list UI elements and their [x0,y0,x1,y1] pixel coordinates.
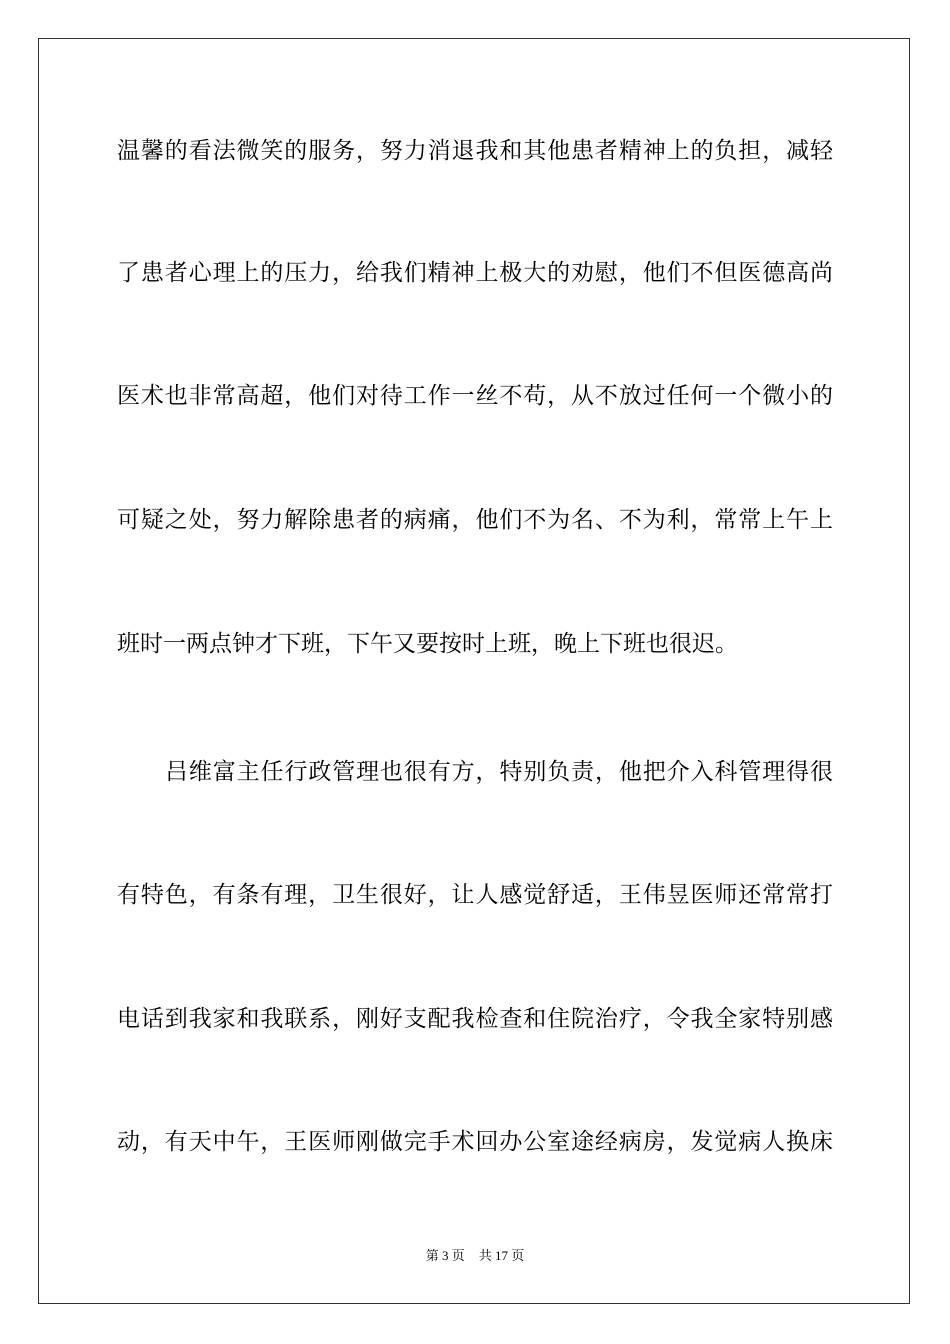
text-line: 班时一两点钟才下班，下午又要按时上班，晚上下班也很迟。 [117,631,738,657]
text-line: 可疑之处，努力解除患者的病痛，他们不为名、不为利，常常上午上 [117,507,833,533]
page-number: 第 3 页 [425,1248,465,1263]
text-line: 有特色，有条有理，卫生很好，让人感觉舒适，王伟昱医师还常常打 [117,882,833,908]
text-line: 医术也非常高超，他们对待工作一丝不苟，从不放过任何一个微小的 [117,383,833,409]
text-line: 动，有天中午，王医师刚做完手术回办公室途经病房，发觉病人换床 [117,1129,833,1155]
page-border [38,38,910,1304]
text-line: 了患者心理上的压力，给我们精神上极大的劝慰，他们不但医德高尚 [117,260,833,286]
text-line: 温馨的看法微笑的服务，努力消退我和其他患者精神上的负担，减轻 [117,138,833,164]
page-total: 共 17 页 [478,1248,525,1263]
text-line: 电话到我家和我联系，刚好支配我检查和住院治疗，令我全家特别感 [117,1006,833,1032]
text-line: 吕维富主任行政管理也很有方，特别负责，他把介入科管理得很 [165,759,833,785]
page-footer [0,1247,950,1265]
